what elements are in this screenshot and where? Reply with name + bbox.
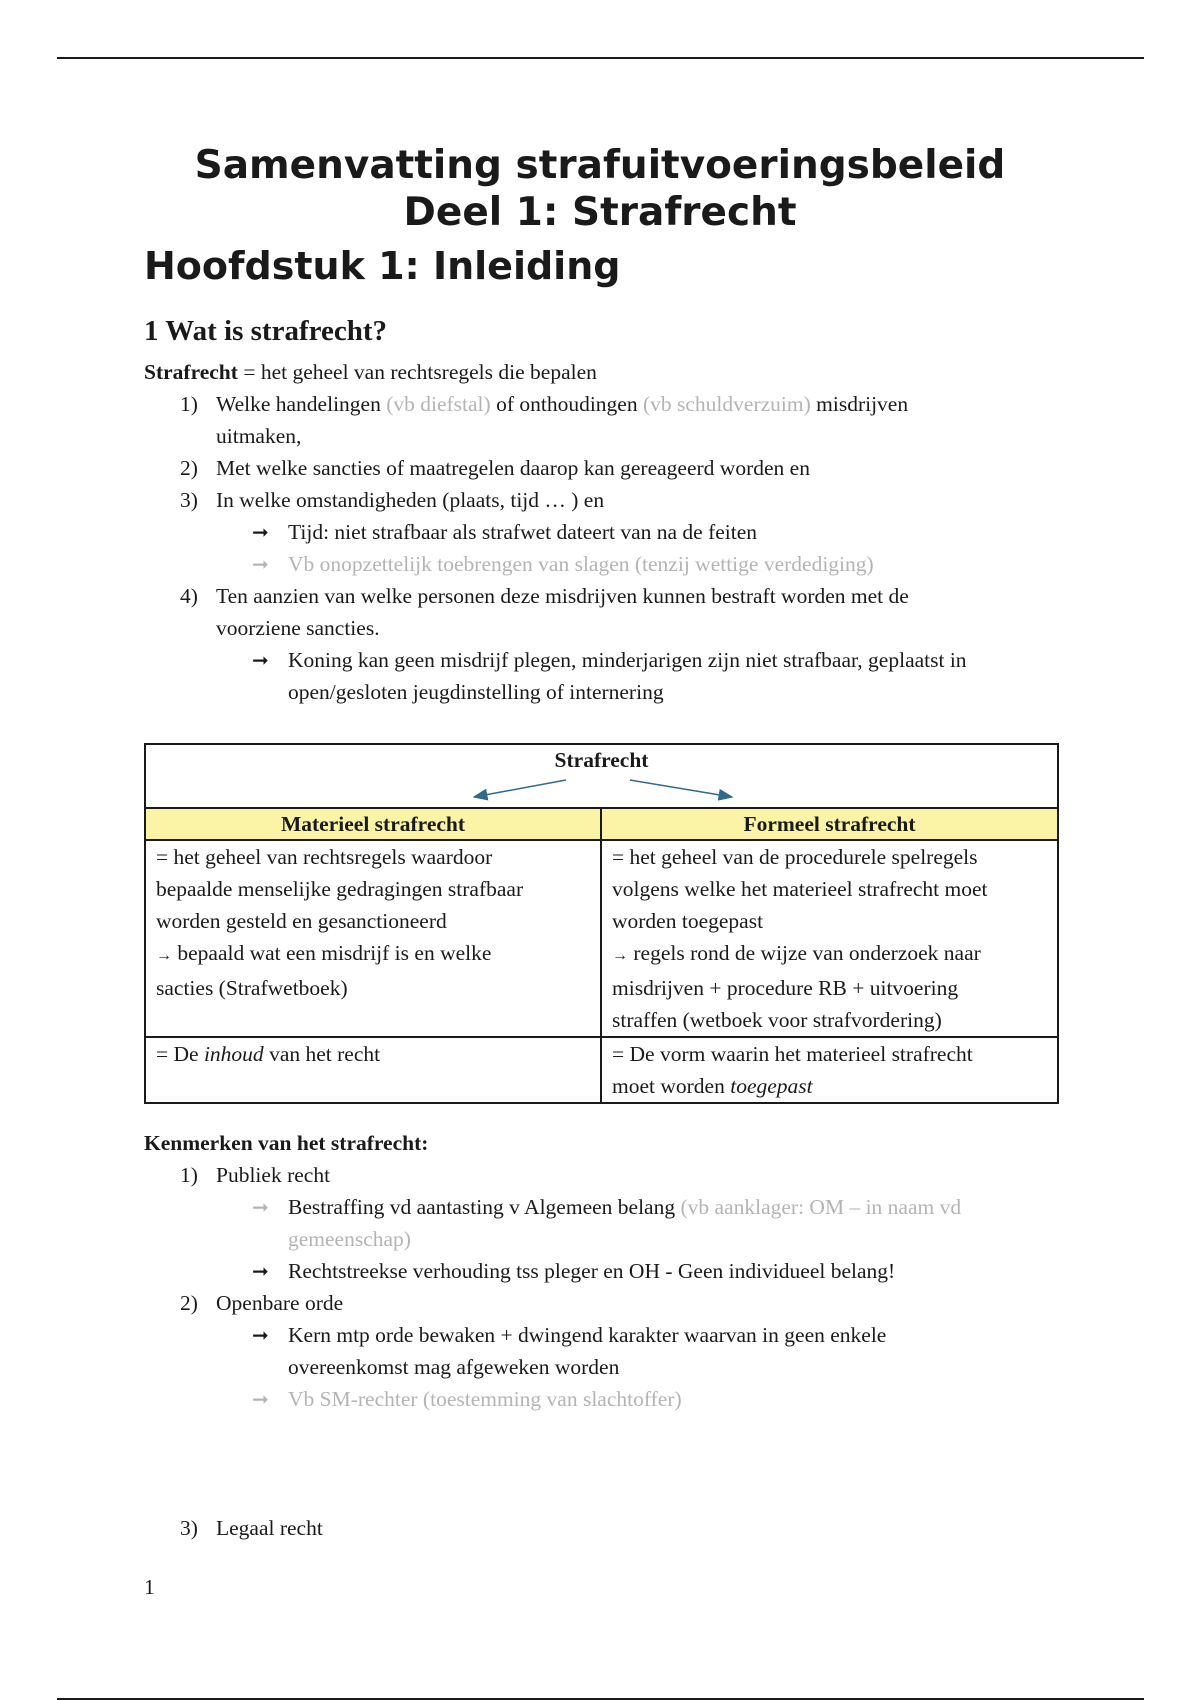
sub-item: Koning kan geen misdrijf plegen, minderjarigen zijn niet strafbaar, geplaatst in — [288, 648, 967, 672]
column-header-materieel: Materieel strafrecht — [145, 808, 601, 840]
list-number: 2) — [180, 1291, 198, 1315]
arrow-icon: ➞ — [252, 1195, 269, 1219]
arrow-icon: → — [156, 947, 172, 964]
list-item-continuation: uitmaken, — [216, 424, 302, 448]
cell-line — [612, 937, 1047, 972]
list-text: of onthoudingen — [490, 392, 643, 416]
page-number: 1 — [144, 1575, 155, 1599]
cell-line — [156, 937, 590, 972]
cell-line: bepaalde menselijke gedragingen strafbaar — [156, 877, 524, 901]
cell-line: straffen (wetboek voor strafvordering) — [612, 1008, 942, 1032]
kenmerken-heading: Kenmerken van het strafrecht: — [144, 1131, 429, 1155]
branch-arrows-icon — [146, 775, 1059, 805]
example-text: (vb schuldverzuim) — [642, 392, 811, 416]
list-item: Publiek recht — [216, 1163, 331, 1187]
sub-item — [288, 1192, 961, 1222]
list-text: misdrijven — [810, 392, 909, 416]
cell-emphasis: toegepast — [730, 1074, 813, 1098]
list-item: In welke omstandigheden (plaats, tijd … ) en — [216, 488, 605, 512]
list-item: Ten aanzien van welke personen deze misdrijven kunnen bestraft worden met de — [216, 584, 909, 608]
list-item — [216, 389, 908, 419]
list-item: Legaal recht — [216, 1516, 323, 1540]
document-subtitle: Deel 1: Strafrecht — [403, 190, 797, 235]
top-rule — [57, 57, 1144, 59]
cell-text: bepaald wat een misdrijf is en welke — [172, 941, 492, 965]
column-header-formeel: Formeel strafrecht — [601, 808, 1058, 840]
section-heading: 1 Wat is strafrecht? — [144, 315, 387, 347]
cell-emphasis: inhoud — [203, 1042, 264, 1066]
table-title: Strafrecht — [554, 748, 649, 772]
list-number: 2) — [180, 456, 198, 480]
arrow-icon: → — [612, 947, 628, 964]
sub-item-example: Vb onopzettelijk toebrengen van slagen (tenzij wettige verdediging) — [288, 552, 874, 576]
sub-item: Rechtstreekse verhouding tss pleger en OH - Geen individueel belang! — [288, 1259, 896, 1283]
list-number: 1) — [180, 392, 198, 416]
document-title: Samenvatting strafuitvoeringsbeleid — [194, 143, 1006, 188]
definition-term: Strafrecht — [144, 360, 238, 384]
list-item-continuation: voorziene sancties. — [216, 616, 380, 640]
sub-item-continuation: gemeenschap) — [288, 1227, 411, 1251]
definition-text: = het geheel van rechtsregels die bepalen — [237, 360, 597, 384]
cell-line — [612, 1070, 1047, 1102]
cell-line: worden gesteld en gesanctioneerd — [156, 909, 447, 933]
arrow-icon: ➞ — [252, 1323, 269, 1347]
sub-item: Tijd: niet strafbaar als strafwet dateert van na de feiten — [288, 520, 758, 544]
cell-line: = het geheel van rechtsregels waardoor — [156, 845, 493, 869]
sub-item-example: Vb SM-rechter (toestemming van slachtoffer) — [288, 1387, 682, 1411]
arrow-icon: ➞ — [252, 520, 269, 544]
right-arrow-icon — [630, 780, 732, 797]
cell-line: = het geheel van de procedurele spelregels — [612, 845, 978, 869]
chapter-heading: Hoofdstuk 1: Inleiding — [144, 244, 621, 288]
cell-text: moet worden — [612, 1074, 731, 1098]
cell-line: sacties (Strafwetboek) — [156, 976, 348, 1000]
arrow-icon: ➞ — [252, 648, 269, 672]
arrow-icon: ➞ — [252, 552, 269, 576]
cell-line: misdrijven + procedure RB + uitvoering — [612, 976, 959, 1000]
list-number: 4) — [180, 584, 198, 608]
cell-line: worden toegepast — [612, 909, 764, 933]
table-cell-materieel-definition — [145, 840, 601, 1037]
table-cell-materieel-inhoud — [145, 1037, 601, 1103]
list-number: 1) — [180, 1163, 198, 1187]
cell-line: = De vorm waarin het materieel strafrecht — [612, 1042, 973, 1066]
list-item: Openbare orde — [216, 1291, 344, 1315]
table-cell-formeel-definition — [601, 840, 1058, 1037]
arrow-icon: ➞ — [252, 1259, 269, 1283]
strafrecht-table — [144, 743, 1059, 1104]
table-header-cell — [145, 744, 1058, 808]
cell-line: volgens welke het materieel strafrecht moet — [612, 877, 988, 901]
table-cell-formeel-vorm — [601, 1037, 1058, 1103]
cell-text: = De — [156, 1042, 204, 1066]
list-number: 3) — [180, 1516, 198, 1540]
sub-item-continuation: overeenkomst mag afgeweken worden — [288, 1355, 620, 1379]
definition-line — [144, 357, 597, 387]
list-number: 3) — [180, 488, 198, 512]
list-text: Welke handelingen — [216, 392, 387, 416]
arrow-icon: ➞ — [252, 1387, 269, 1411]
cell-text: regels rond de wijze van onderzoek naar — [628, 941, 981, 965]
example-text: (vb aanklager: OM – in naam vd — [680, 1195, 962, 1219]
cell-text: van het recht — [263, 1042, 381, 1066]
sub-item: Kern mtp orde bewaken + dwingend karakter waarvan in geen enkele — [288, 1323, 887, 1347]
sub-item-text: Bestraffing vd aantasting v Algemeen belang — [288, 1195, 681, 1219]
list-item: Met welke sancties of maatregelen daarop kan gereageerd worden en — [216, 456, 810, 480]
example-text: (vb diefstal) — [386, 392, 491, 416]
sub-item-continuation: open/gesloten jeugdinstelling of internering — [288, 680, 664, 704]
left-arrow-icon — [474, 780, 566, 797]
